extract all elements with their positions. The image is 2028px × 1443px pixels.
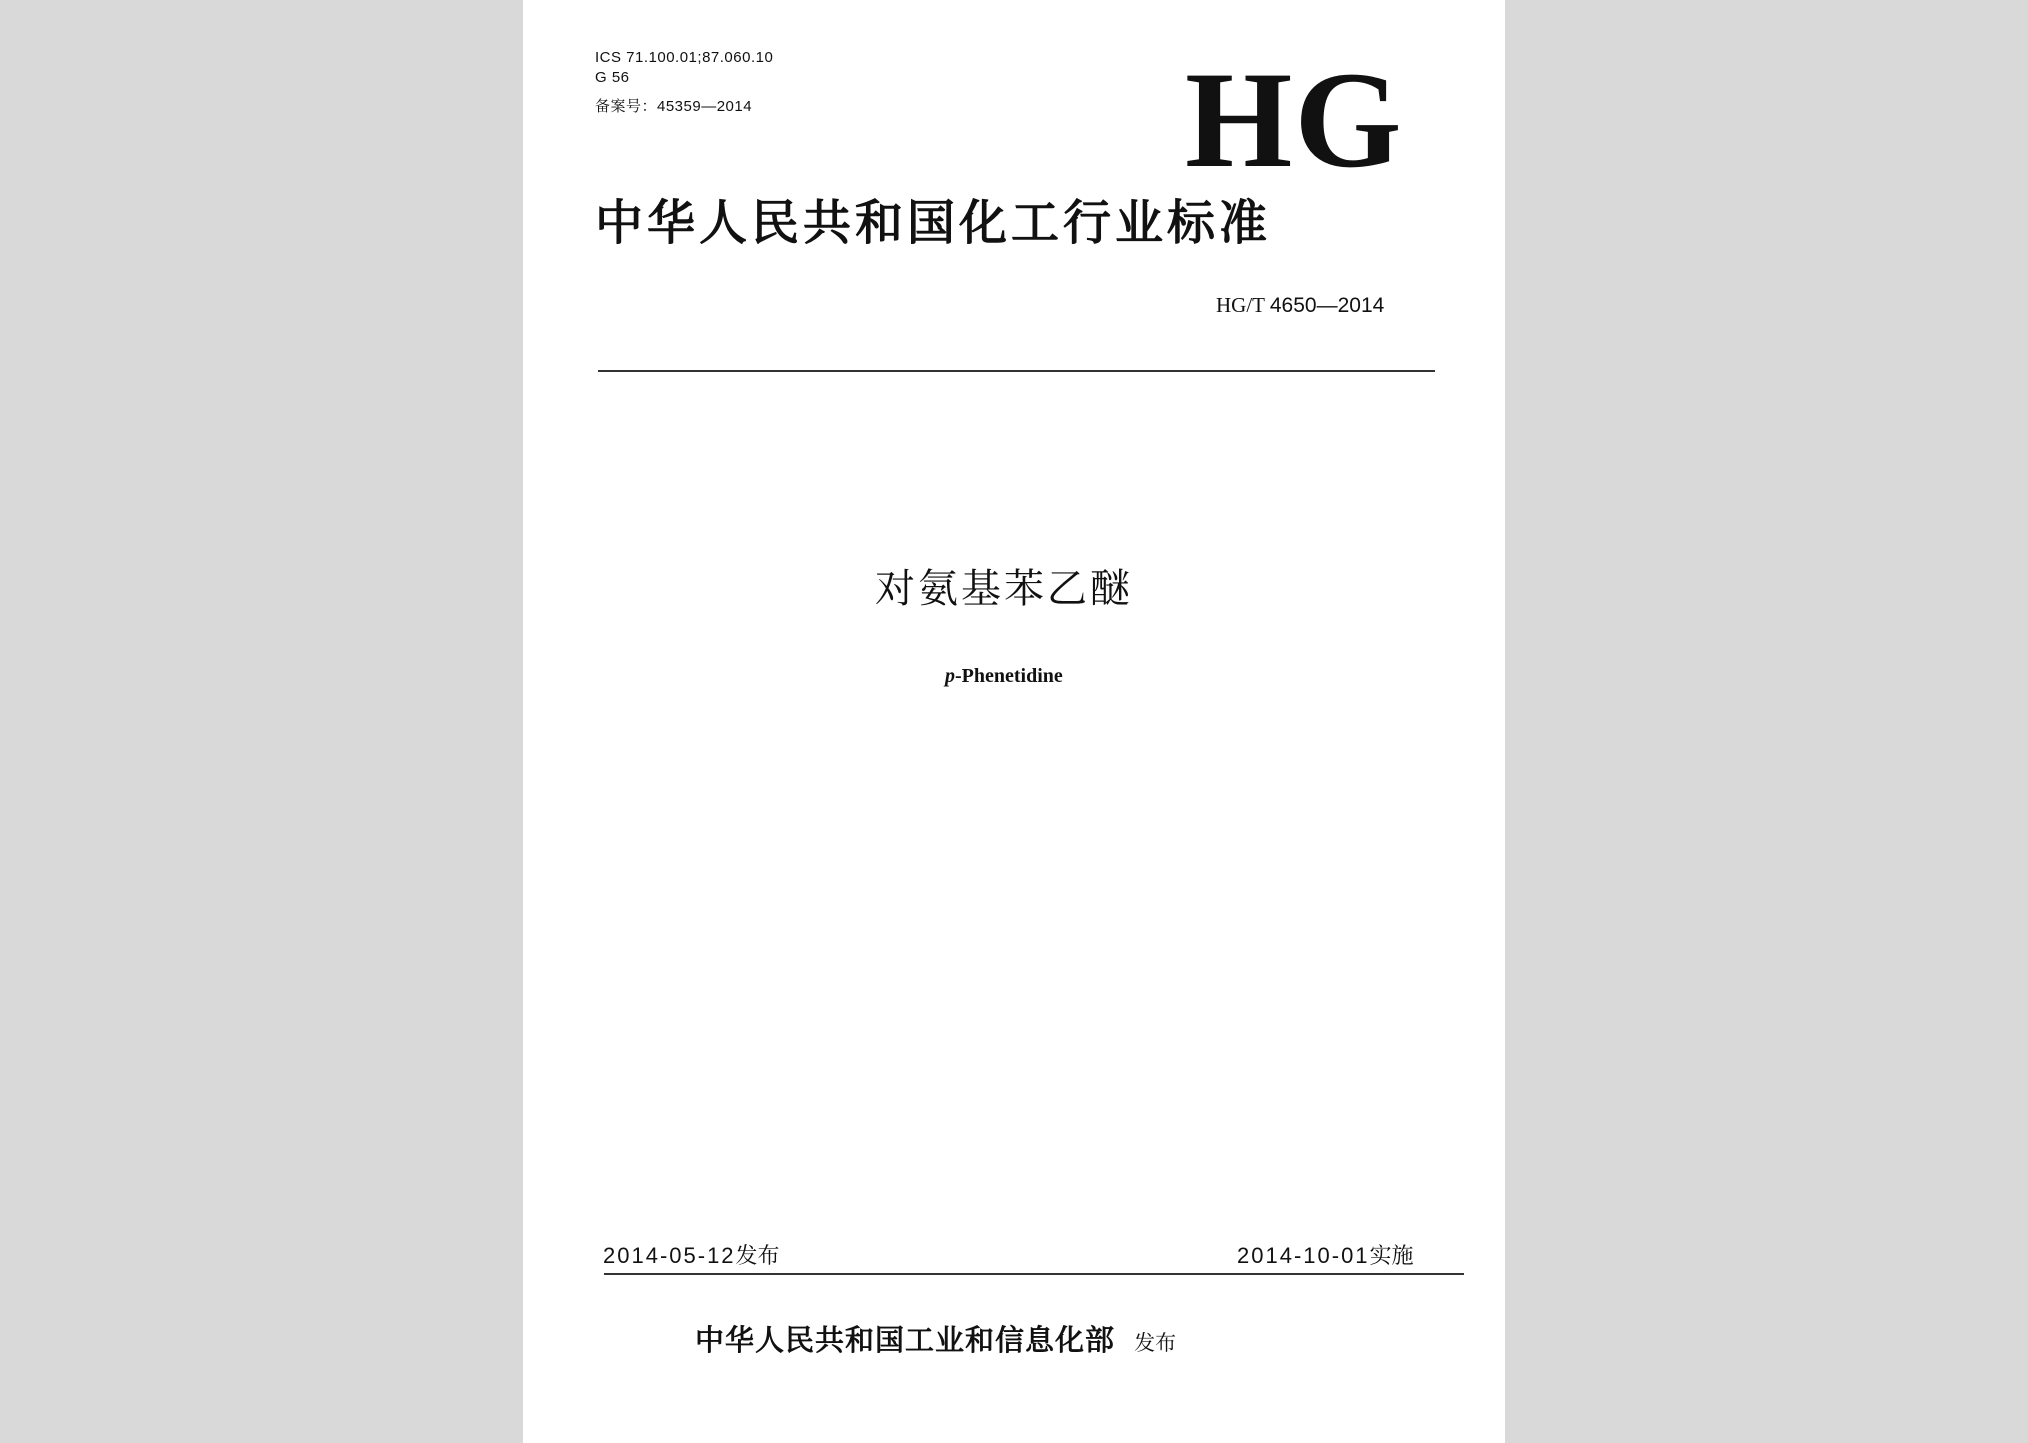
issue-date-value: 2014-05-12 [603, 1243, 736, 1268]
standard-code-number: 4650—2014 [1269, 294, 1385, 317]
header-divider [598, 370, 1435, 372]
standard-code [1216, 292, 1384, 319]
hg-logo: HG [1185, 43, 1404, 196]
issue-date-suffix: 发布 [735, 1244, 780, 1269]
issuer-line [695, 1322, 1176, 1361]
effective-date-suffix: 实施 [1369, 1244, 1414, 1269]
standard-category-title: 中华人民共和国化工行业标准 [595, 195, 1272, 251]
filing-number: 备案号：45359—2014 [595, 98, 753, 115]
document-page [523, 0, 1505, 1443]
issuer-name: 中华人民共和国工业和信息化部 [695, 1323, 1116, 1357]
ics-code: ICS 71.100.01;87.060.10 [595, 49, 774, 66]
effective-date [1237, 1242, 1414, 1271]
document-title-english [945, 663, 1063, 689]
title-english-rest: -Phenetidine [955, 665, 1063, 687]
title-english-prefix: p [945, 665, 955, 687]
effective-date-value: 2014-10-01 [1237, 1243, 1370, 1268]
standard-code-prefix: HG/T [1216, 293, 1265, 317]
document-title-chinese: 对氨基苯乙醚 [875, 566, 1133, 612]
ccs-code: G 56 [595, 69, 630, 86]
issuer-action: 发布 [1134, 1331, 1177, 1355]
footer-divider [604, 1273, 1464, 1275]
issue-date [603, 1242, 780, 1271]
